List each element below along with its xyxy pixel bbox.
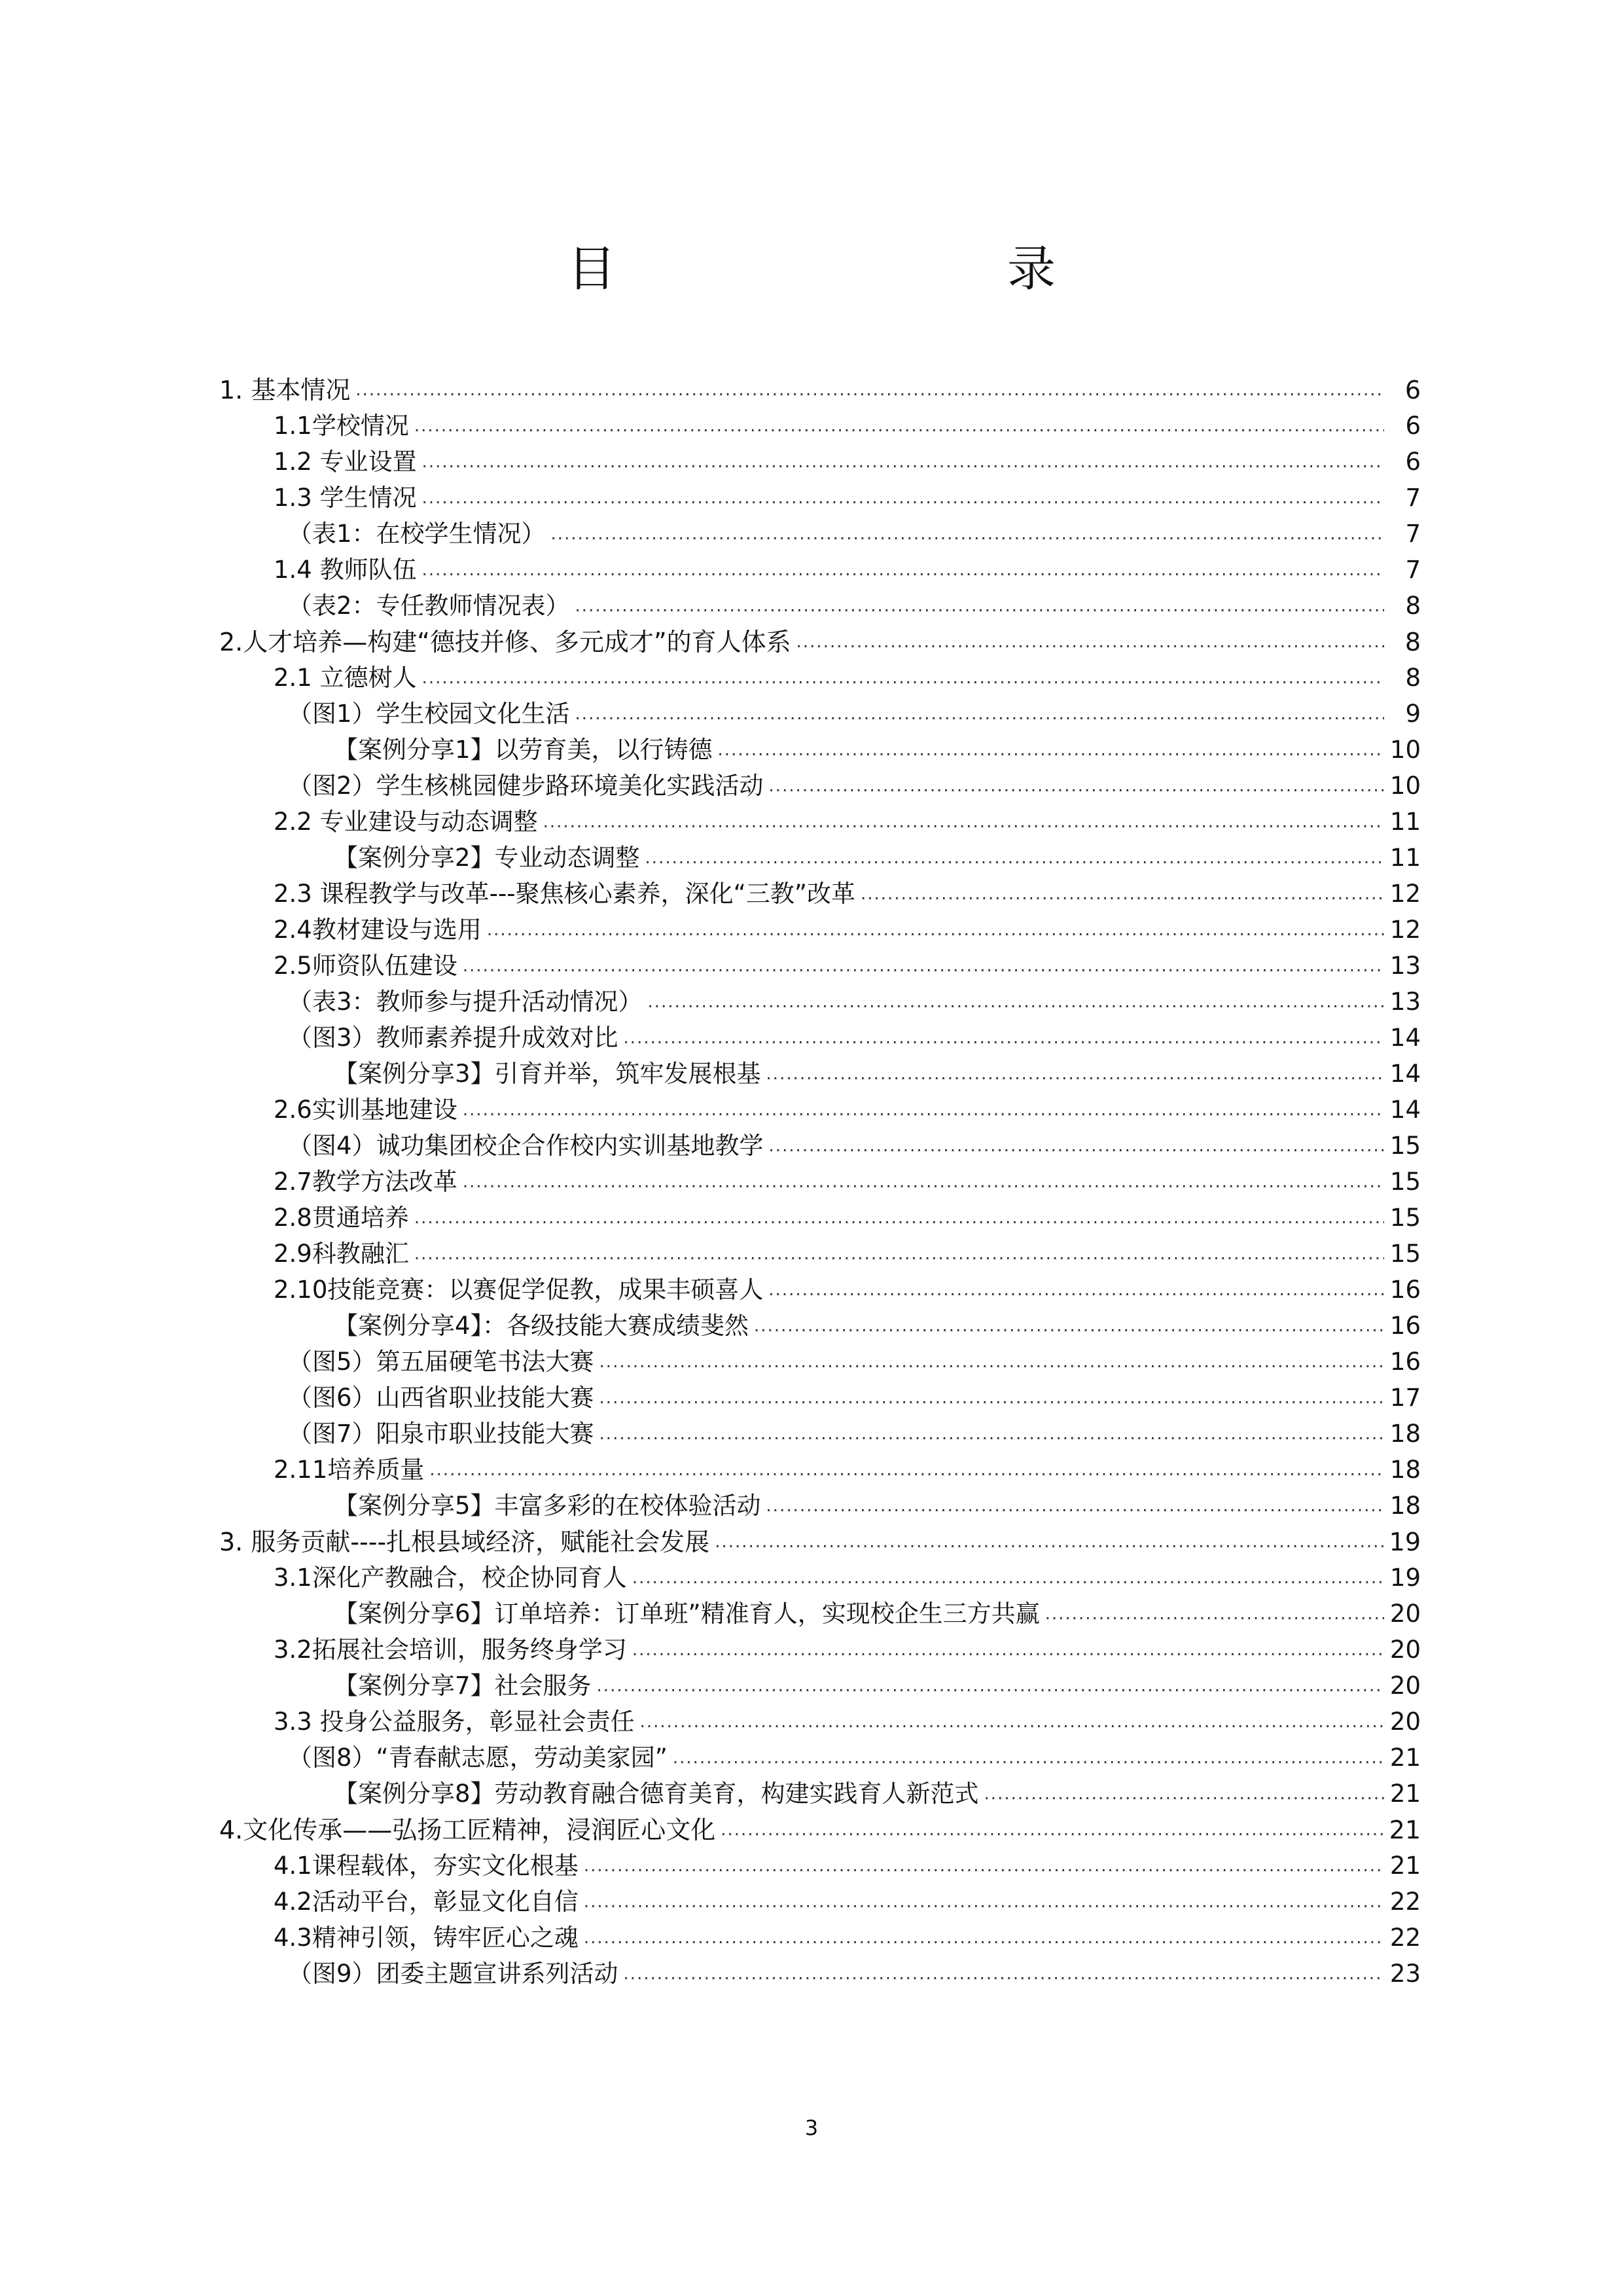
toc-entry-label: 2.5师资队伍建设 (274, 952, 457, 980)
toc-entry[interactable] (274, 911, 1421, 949)
dot-leader (766, 1493, 1384, 1519)
toc-entry-label: （图8）“青春献志愿，劳动美家园” (288, 1744, 668, 1772)
dot-leader (422, 485, 1384, 511)
toc-entry[interactable] (288, 1019, 1421, 1057)
toc-entry-label: 2.2 专业建设与动态调整 (274, 808, 538, 836)
toc-entry-label: 3.1深化产教融合，校企协同育人 (274, 1564, 627, 1592)
toc-entry-page: 19 (1389, 1528, 1421, 1556)
toc-entry-page: 22 (1389, 1924, 1421, 1952)
toc-entry-page: 6 (1405, 448, 1421, 476)
dot-leader (463, 1097, 1384, 1123)
toc-entry[interactable] (219, 371, 1421, 409)
toc-entry-page: 13 (1389, 988, 1421, 1016)
toc-entry[interactable] (288, 695, 1421, 733)
toc-entry-page: 21 (1389, 1744, 1421, 1772)
toc-entry-page: 9 (1405, 700, 1421, 728)
toc-entry-page: 11 (1389, 808, 1421, 836)
toc-entry[interactable] (288, 983, 1421, 1021)
toc-entry-label: （图2）学生核桃园健步路环境美化实践活动 (288, 772, 764, 800)
toc-entry[interactable] (219, 1811, 1421, 1849)
toc-entry-page: 13 (1389, 952, 1421, 980)
toc-entry-label: 1.4 教师队伍 (274, 556, 417, 584)
dot-leader (721, 1817, 1383, 1843)
toc-entry[interactable] (219, 623, 1421, 661)
dot-leader (632, 1565, 1384, 1591)
toc-entry[interactable] (334, 1487, 1421, 1525)
toc-entry-label: （表2：专任教师情况表） (288, 592, 570, 620)
toc-entry[interactable] (274, 1919, 1421, 1957)
toc-entry-label: 2.11培养质量 (274, 1456, 425, 1484)
dot-leader (355, 377, 1384, 403)
toc-entry-label: 2.4教材建设与选用 (274, 916, 482, 944)
toc-entry[interactable] (334, 1595, 1421, 1633)
toc-entry-label: 1.1学校情况 (274, 412, 409, 440)
toc-entry-label: 【案例分享6】订单培养：订单班”精准育人，实现校企生三方共赢 (334, 1600, 1040, 1628)
page-number: 3 (804, 2115, 819, 2140)
toc-entry[interactable] (274, 479, 1421, 517)
toc-entry-page: 12 (1389, 880, 1421, 908)
toc-entry[interactable] (334, 1307, 1421, 1345)
toc-entry-label: 4.1课程载体，夯实文化根基 (274, 1852, 579, 1880)
dot-leader (1045, 1601, 1384, 1627)
dot-leader (599, 1385, 1384, 1411)
toc-entry-page: 23 (1389, 1960, 1421, 1988)
toc-entry-label: 1. 基本情况 (219, 376, 351, 404)
toc-entry-label: 2.10技能竞赛：以赛促学促教，成果丰硕喜人 (274, 1276, 764, 1304)
toc-entry-page: 20 (1389, 1636, 1421, 1664)
toc-entry-page: 22 (1389, 1888, 1421, 1916)
dot-leader (487, 917, 1384, 943)
dot-leader (769, 1133, 1384, 1159)
toc-entry[interactable] (274, 443, 1421, 481)
toc-entry-label: 4.3精神引领，铸牢匠心之魂 (274, 1924, 579, 1952)
dot-leader (645, 845, 1384, 871)
toc-entry-label: （表3：教师参与提升活动情况） (288, 988, 643, 1016)
toc-entry-page: 7 (1405, 520, 1421, 548)
toc-entry[interactable] (288, 1379, 1421, 1417)
dot-leader (575, 593, 1384, 619)
dot-leader (414, 413, 1384, 439)
dot-leader (754, 1313, 1384, 1339)
toc-entry-page: 8 (1405, 592, 1421, 620)
toc-entry-label: （图6）山西省职业技能大赛 (288, 1384, 594, 1412)
toc-entry-label: 2.人才培养—构建“德技并修、多元成才”的育人体系 (219, 628, 791, 656)
toc-entry[interactable] (288, 587, 1421, 625)
toc-entry-label: 【案例分享4】：各级技能大赛成绩斐然 (334, 1312, 749, 1340)
toc-entry[interactable] (288, 1127, 1421, 1165)
toc-entry-label: （表1：在校学生情况） (288, 520, 546, 548)
dot-leader (632, 1637, 1384, 1663)
toc-entry-page: 12 (1389, 916, 1421, 944)
dot-leader (984, 1781, 1384, 1807)
dot-leader (584, 1853, 1384, 1879)
toc-entry[interactable] (219, 1523, 1421, 1561)
toc-entry-page: 10 (1389, 772, 1421, 800)
toc-entry[interactable] (334, 1775, 1421, 1813)
toc-entry[interactable] (274, 1163, 1421, 1201)
toc-entry-label: 2.9科教融汇 (274, 1240, 409, 1268)
dot-leader (543, 809, 1384, 835)
toc-entry-page: 19 (1389, 1564, 1421, 1592)
toc-entry-page: 16 (1389, 1348, 1421, 1376)
dot-leader (584, 1889, 1384, 1915)
dot-leader (624, 1961, 1384, 1987)
toc-entry[interactable] (274, 947, 1421, 985)
dot-leader (715, 1529, 1383, 1555)
toc-entry[interactable] (274, 1271, 1421, 1309)
toc-entry[interactable] (274, 1703, 1421, 1741)
toc-entry-page: 10 (1389, 736, 1421, 764)
toc-entry-page: 21 (1389, 1816, 1421, 1844)
toc-entry[interactable] (288, 1955, 1421, 1993)
toc-entry[interactable] (334, 839, 1421, 877)
dot-leader (597, 1673, 1384, 1699)
dot-leader (599, 1349, 1384, 1375)
dot-leader (414, 1205, 1384, 1231)
dot-leader (463, 1169, 1384, 1195)
toc-entry-label: （图9）团委主题宣讲系列活动 (288, 1960, 618, 1988)
dot-leader (575, 701, 1384, 727)
page-title: 目 录 (567, 241, 1154, 297)
dot-leader (673, 1745, 1384, 1771)
toc-entry[interactable] (274, 1883, 1421, 1921)
toc-entry-page: 14 (1389, 1024, 1421, 1052)
toc-entry[interactable] (274, 1199, 1421, 1237)
dot-leader (429, 1457, 1384, 1483)
toc-entry-label: 3.2拓展社会培训，服务终身学习 (274, 1636, 627, 1664)
toc-entry-label: （图1）学生校园文化生活 (288, 700, 570, 728)
toc-entry[interactable] (274, 1847, 1421, 1885)
toc-entry[interactable] (274, 1559, 1421, 1597)
toc-entry[interactable] (274, 1235, 1421, 1273)
toc-entry-page: 18 (1389, 1456, 1421, 1484)
toc-entry[interactable] (274, 803, 1421, 841)
toc-entry-page: 20 (1389, 1708, 1421, 1736)
toc-entry-label: 2.7教学方法改革 (274, 1168, 457, 1196)
toc-entry[interactable] (274, 1631, 1421, 1669)
dot-leader (584, 1925, 1384, 1951)
dot-leader (769, 773, 1384, 799)
toc-entry[interactable] (288, 1343, 1421, 1381)
toc-entry-label: 3. 服务贡献----扎根县域经济，赋能社会发展 (219, 1528, 710, 1556)
dot-leader (796, 629, 1384, 655)
toc-entry[interactable] (274, 659, 1421, 697)
toc-entry-label: （图5）第五届硬笔书法大赛 (288, 1348, 594, 1376)
toc-entry-page: 21 (1389, 1852, 1421, 1880)
toc-entry-label: 2.3 课程教学与改革---聚焦核心素养，深化“三教”改革 (274, 880, 855, 908)
toc-entry-label: 【案例分享8】劳动教育融合德育美育，构建实践育人新范式 (334, 1780, 979, 1808)
toc-entry-page: 18 (1389, 1492, 1421, 1520)
toc-entry[interactable] (274, 1451, 1421, 1489)
dot-leader (718, 737, 1384, 763)
toc-entry-page: 11 (1389, 844, 1421, 872)
dot-leader (624, 1025, 1384, 1051)
toc-entry[interactable] (274, 875, 1421, 913)
toc-entry-label: （图4）诚功集团校企合作校内实训基地教学 (288, 1132, 764, 1160)
toc-entry-label: 2.1 立德树人 (274, 664, 417, 692)
toc-entry-page: 8 (1405, 664, 1421, 692)
toc-entry-label: 【案例分享7】社会服务 (334, 1672, 592, 1700)
toc-entry-label: 4.2活动平台，彰显文化自信 (274, 1888, 579, 1916)
toc-entry-page: 15 (1389, 1204, 1421, 1232)
toc-entry-page: 17 (1389, 1384, 1421, 1412)
toc-entry[interactable] (288, 515, 1421, 553)
toc-entry-label: 1.3 学生情况 (274, 484, 417, 512)
toc-entry-page: 14 (1389, 1060, 1421, 1088)
toc-entry[interactable] (288, 767, 1421, 805)
dot-leader (422, 557, 1384, 583)
dot-leader (648, 989, 1384, 1015)
toc-entry-page: 15 (1389, 1132, 1421, 1160)
dot-leader (414, 1241, 1384, 1267)
toc-entry-page: 15 (1389, 1240, 1421, 1268)
toc-entry-label: 2.6实训基地建设 (274, 1096, 457, 1124)
toc-entry[interactable] (288, 1739, 1421, 1777)
toc-entry-label: 【案例分享3】引育并举，筑牢发展根基 (334, 1060, 761, 1088)
toc-entry-page: 7 (1405, 556, 1421, 584)
toc-entry[interactable] (274, 407, 1421, 445)
toc-entry[interactable] (274, 551, 1421, 589)
toc-entry-page: 14 (1389, 1096, 1421, 1124)
dot-leader (861, 881, 1384, 907)
dot-leader (463, 953, 1384, 979)
dot-leader (599, 1421, 1384, 1447)
toc-entry-label: （图7）阳泉市职业技能大赛 (288, 1420, 594, 1448)
toc-entry-label: 【案例分享1】以劳育美，以行铸德 (334, 736, 713, 764)
toc-entry-page: 18 (1389, 1420, 1421, 1448)
toc-entry-page: 20 (1389, 1672, 1421, 1700)
toc-entry-label: 4.文化传承——弘扬工匠精神，浸润匠心文化 (219, 1816, 716, 1844)
toc-entry-label: 【案例分享2】专业动态调整 (334, 844, 640, 872)
toc-entry-label: 1.2 专业设置 (274, 448, 417, 476)
dot-leader (768, 1277, 1384, 1303)
dot-leader (551, 521, 1384, 547)
toc-entry-page: 7 (1405, 484, 1421, 512)
toc-entry-page: 21 (1389, 1780, 1421, 1808)
dot-leader (422, 665, 1384, 691)
toc-entry-label: （图3）教师素养提升成效对比 (288, 1024, 618, 1052)
toc-entry[interactable] (274, 1091, 1421, 1129)
toc-entry-page: 20 (1389, 1600, 1421, 1628)
toc-entry-page: 15 (1389, 1168, 1421, 1196)
toc-entry-label: 2.8贯通培养 (274, 1204, 409, 1232)
dot-leader (640, 1709, 1384, 1735)
toc-entry[interactable] (334, 731, 1421, 769)
dot-leader (422, 449, 1384, 475)
toc-entry-page: 16 (1389, 1312, 1421, 1340)
toc-entry-page: 8 (1404, 628, 1421, 656)
toc-entry[interactable] (288, 1415, 1421, 1453)
toc-entry-page: 6 (1404, 376, 1421, 404)
toc-entry-label: 【案例分享5】丰富多彩的在校体验活动 (334, 1492, 761, 1520)
toc-entry-page: 16 (1389, 1276, 1421, 1304)
dot-leader (766, 1061, 1384, 1087)
toc-entry[interactable] (334, 1055, 1421, 1093)
toc-entry-label: 3.3 投身公益服务，彰显社会责任 (274, 1708, 635, 1736)
toc-entry-page: 6 (1405, 412, 1421, 440)
toc-entry[interactable] (334, 1667, 1421, 1705)
